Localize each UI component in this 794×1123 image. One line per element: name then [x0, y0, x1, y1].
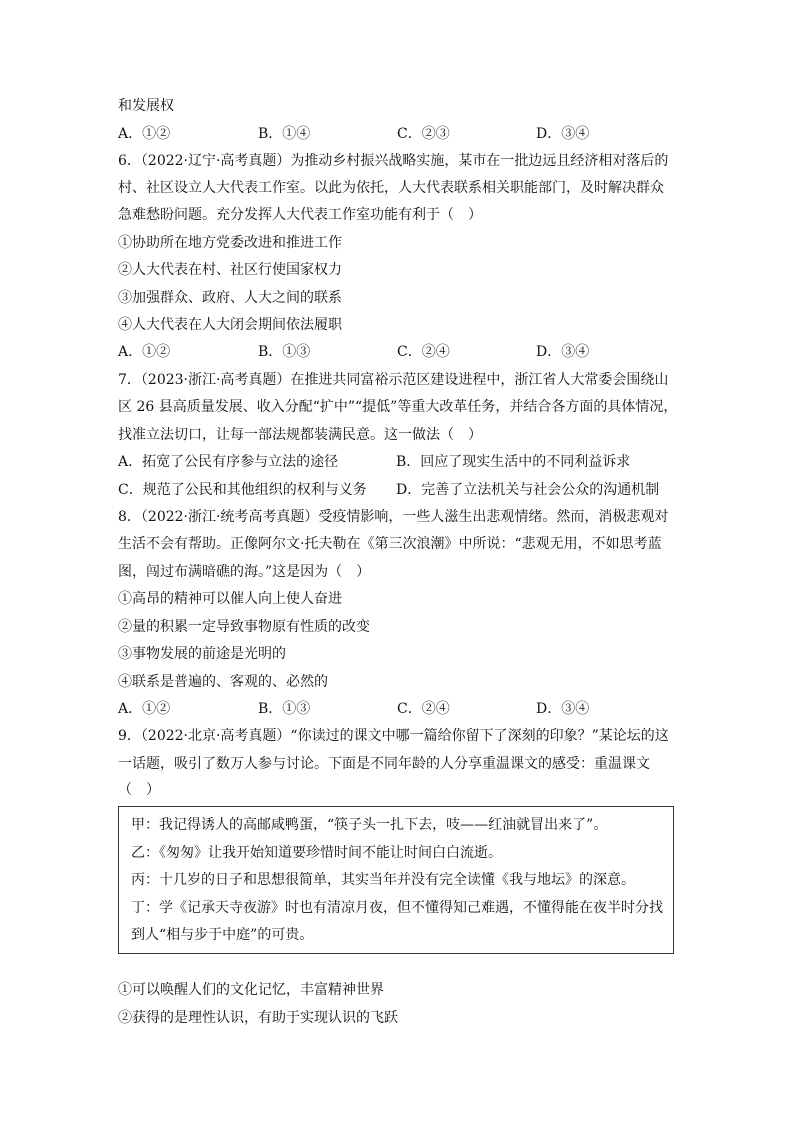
quote-line: 甲：我记得诱人的高邮咸鸭蛋，“筷子头一扎下去，吱——红油就冒出来了”。 — [131, 817, 608, 833]
option-b: B．①③ — [258, 701, 311, 717]
question-6-text: 村、社区设立人大代表工作室。以此为依托，人大代表联系相关职能部门，及时解决群众 — [118, 180, 664, 196]
question-7-text: 找准立法切口，让每一部法规都装满民意。这一做法（ ） — [118, 427, 482, 443]
option-d: D．③④ — [536, 701, 590, 717]
statement-2: ②人大代表在村、社区行使国家权力 — [118, 262, 342, 278]
statement-1: ①高昂的精神可以催人向上使人奋进 — [118, 591, 342, 607]
question-8-text: 生活不会有帮助。正像阿尔文·托夫勒在《第三次浪潮》中所说：“悲观无用，不如思考蓝 — [118, 536, 662, 552]
question-8-text: 8．（2022·浙江·统考高考真题）受疫情影响，一些人滋生出悲观情绪。然而，消极悲观对 — [118, 509, 669, 525]
option-b: B．①④ — [258, 126, 311, 142]
option-a: A．①② — [118, 701, 171, 717]
question-6-text: 急难愁盼问题。充分发挥人大代表工作室功能有利于（ ） — [118, 207, 482, 223]
question-9-text: 一话题，吸引了数万人参与讨论。下面是不同年龄的人分享重温课文的感受：重温课文 — [118, 756, 650, 772]
question-9-text: （ ） — [118, 782, 160, 798]
statement-2: ②获得的是理性认识，有助于实现认识的飞跃 — [118, 1010, 398, 1026]
option-c: C．②③ — [397, 126, 450, 142]
question-7-text: 区 26 县高质量发展、收入分配“扩中”“提低”等重大改革任务，并结合各方面的具体情况， — [118, 399, 678, 415]
option-d: D．③④ — [536, 344, 590, 360]
quote-line: 丁：学《记承天寺夜游》时也有清凉月夜，但不懂得知己难遇，不懂得能在夜半时分找 — [131, 900, 663, 916]
quote-box — [118, 806, 674, 954]
option-b: B．①③ — [258, 344, 311, 360]
option-b: B．回应了现实生活中的不同利益诉求 — [396, 454, 631, 470]
statement-4: ④人大代表在人大闭会期间依法履职 — [118, 317, 342, 333]
statement-1: ①可以唤醒人们的文化记忆，丰富精神世界 — [118, 982, 384, 998]
option-d: D．③④ — [536, 126, 590, 142]
statement-4: ④联系是普遍的、客观的、必然的 — [118, 674, 328, 690]
option-c: C．②④ — [397, 344, 450, 360]
question-8-text: 图，闯过布满暗礁的海。”这是因为（ ） — [118, 564, 371, 580]
option-c: C．规范了公民和其他组织的权利与义务 — [118, 482, 367, 498]
statement-1: ①协助所在地方党委改进和推进工作 — [118, 235, 342, 251]
quote-line: 丙：十几岁的日子和思想很简单，其实当年并没有完全读懂《我与地坛》的深意。 — [131, 872, 635, 888]
option-a: A．①② — [118, 126, 171, 142]
question-6-text: 6．（2022·辽宁·高考真题）为推动乡村振兴战略实施，某市在一批边远且经济相对落后的 — [118, 153, 669, 169]
quote-line: 到人“相与步于中庭”的可贵。 — [131, 927, 314, 943]
quote-line: 乙：《匆匆》让我开始知道要珍惜时间不能让时间白白流逝。 — [131, 845, 502, 861]
statement-2: ②量的积累一定导致事物原有性质的改变 — [118, 619, 370, 635]
option-c: C．②④ — [397, 701, 450, 717]
statement-3: ③加强群众、政府、人大之间的联系 — [118, 290, 342, 306]
option-d: D．完善了立法机关与社会公众的沟通机制 — [396, 482, 660, 498]
question-7-text: 7．（2023·浙江·高考真题）在推进共同富裕示范区建设进程中，浙江省人大常委会围绕山 — [118, 372, 669, 388]
option-a: A．拓宽了公民有序参与立法的途径 — [118, 454, 339, 470]
option-a: A．①② — [118, 344, 171, 360]
text-line: 和发展权 — [118, 98, 174, 114]
question-9-text: 9．（2022·北京·高考真题）“你读过的课文中哪一篇给你留下了深刻的印象？”某论坛的这 — [118, 728, 669, 744]
statement-3: ③事物发展的前途是光明的 — [118, 646, 286, 662]
